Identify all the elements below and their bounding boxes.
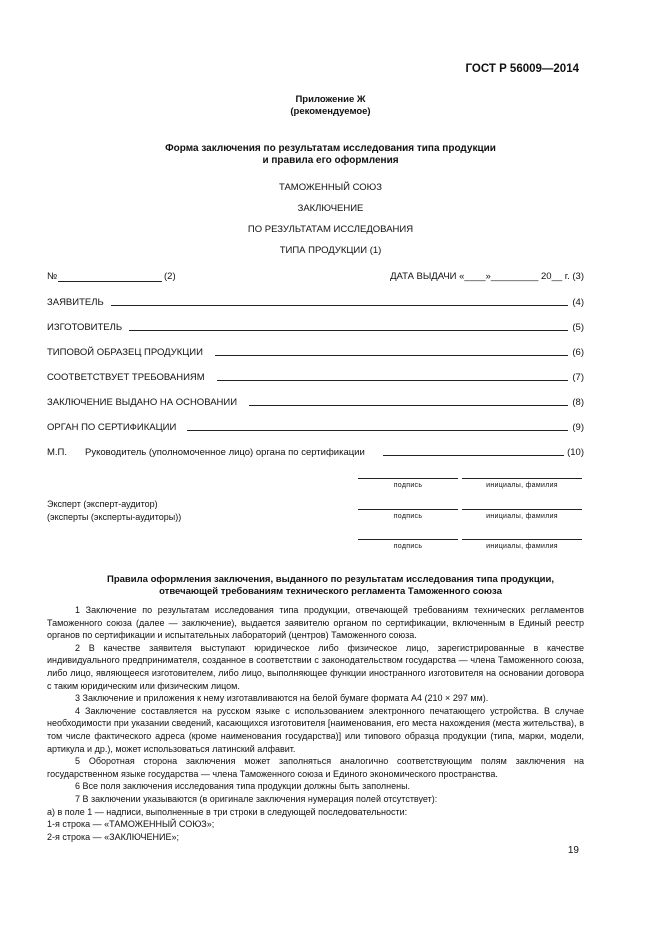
field-label: ТИПОВОЙ ОБРАЗЕЦ ПРОДУКЦИИ — [47, 347, 203, 358]
name-caption: инициалы, фамилия — [486, 482, 558, 489]
rule-paragraph-2: 2 В качестве заявителя выступают юридическое либо физическое лицо, зарегистрированные в качестве индивидуального предпринимателя, созданное в соответствии с законодательством государства — члена Таможенного союза, либо лицо, являющееся изготовителем, либо лицо, выполняющее функции иностранного изготовителя на основании договора с таким юридическим или физическим лицом. — [47, 642, 584, 691]
field-ref: (9) — [572, 422, 584, 433]
name-caption: инициалы, фамилия — [486, 513, 558, 520]
field-ref: (7) — [572, 372, 584, 383]
mp-label: М.П. — [47, 447, 68, 458]
signature-line — [358, 539, 458, 540]
field-line — [249, 405, 568, 406]
rule-paragraph-4: 4 Заключение составляется на русском языке с использованием электронного печатающего устройства. В случае необходимости при указании сведений, касающихся изготовителя [наименования, его места нахождения (места жительства), в том числе фактического адреса (кроме наименования государства)] или типового образца продукции (типа, марки, модели, артикула и др.), может использоваться латинский алфавит. — [47, 705, 584, 754]
field-line — [383, 455, 564, 456]
number-ref: (2) — [164, 271, 176, 282]
field-cert-body — [47, 419, 584, 433]
field-label: СООТВЕТСТВУЕТ ТРЕБОВАНИЯМ — [47, 372, 205, 383]
field-line — [215, 355, 568, 356]
head-ref: (10) — [567, 447, 584, 458]
name-line — [462, 539, 582, 540]
signature-caption: подпись — [393, 543, 423, 550]
form-union: ТАМОЖЕННЫЙ СОЮЗ — [278, 182, 382, 193]
expert-line1: Эксперт (эксперт-аудитор) — [47, 499, 158, 509]
date-label: ДАТА ВЫДАЧИ «____»_________ 20__ г. (3) — [390, 271, 584, 282]
field-line — [129, 330, 568, 331]
field-ref: (8) — [572, 397, 584, 408]
appendix-title: Приложение Ж — [295, 94, 366, 105]
rules-title-line1: Правила оформления заключения, выданного по результатам исследования типа продукции, — [107, 574, 554, 585]
head-label: Руководитель (уполномоченное лицо) органа по сертификации — [85, 447, 365, 458]
rule-paragraph-1: 1 Заключение по результатам исследования типа продукции, отвечающей требованиям технических регламентов Таможенного союза (далее — заключение), выдается заявителю органом по сертификации, включенным в Единый реестр органов по сертификации и испытательных лабораторий (центров) Таможенного союза. — [47, 605, 584, 641]
field-manufacturer — [47, 319, 584, 333]
form-conclusion: ЗАКЛЮЧЕНИЕ — [297, 203, 364, 214]
field-ref: (4) — [572, 297, 584, 308]
page-number: 19 — [567, 845, 579, 856]
field-ref: (6) — [572, 347, 584, 358]
signature-caption: подпись — [393, 482, 423, 489]
field-sample — [47, 344, 584, 358]
field-applicant — [47, 294, 584, 308]
rule-paragraph-3: 3 Заключение и приложения к нему изготавливаются на белой бумаге формата А4 (210 × 297 мм). — [75, 693, 489, 704]
gost-code: ГОСТ Р 56009—2014 — [465, 63, 579, 75]
rule-paragraph-7: 7 В заключении указываются (в оригинале заключения нумерация полей отсутствует): — [75, 793, 438, 804]
rule-list-item-2: 2-я строка — «ЗАКЛЮЧЕНИЕ»; — [47, 831, 180, 842]
rule-list-item-1: 1-я строка — «ТАМОЖЕННЫЙ СОЮЗ»; — [47, 819, 215, 830]
signature-line — [358, 478, 458, 479]
form-by-results: ПО РЕЗУЛЬТАТАМ ИССЛЕДОВАНИЯ — [247, 224, 414, 235]
form-title-line1: Форма заключения по результатам исследования типа продукции — [165, 143, 496, 154]
rule-paragraph-6: 6 Все поля заключения исследования типа продукции должны быть заполнены. — [75, 781, 411, 792]
expert-line2: (эксперты (эксперты-аудиторы)) — [47, 512, 182, 522]
appendix-subtitle: (рекомендуемое) — [290, 106, 371, 117]
number-line — [58, 281, 162, 282]
name-line — [462, 509, 582, 510]
field-label: ОРГАН ПО СЕРТИФИКАЦИИ — [47, 422, 177, 433]
signature-caption: подпись — [393, 513, 423, 520]
field-line — [187, 430, 568, 431]
name-line — [462, 478, 582, 479]
rule-list-item-a: а) в поле 1 — надписи, выполненные в три строки в следующей последовательности: — [47, 806, 408, 817]
rule-paragraph-5: 5 Оборотная сторона заключения может заполняться аналогично соответствующим полям заключения на государственном языке государства — члена Таможенного союза и Единого экономического пространства. — [47, 756, 584, 779]
field-requirements — [47, 369, 584, 383]
field-label: ИЗГОТОВИТЕЛЬ — [47, 322, 123, 333]
field-line — [217, 380, 568, 381]
rules-body — [47, 604, 584, 843]
rules-title-line2: отвечающей требованиям технического регламента Таможенного союза — [159, 586, 502, 597]
field-basis — [47, 394, 584, 408]
form-title-line2: и правила его оформления — [262, 155, 399, 166]
field-label: ЗАЯВИТЕЛЬ — [47, 297, 104, 308]
field-line — [111, 305, 568, 306]
field-ref: (5) — [572, 322, 584, 333]
signature-line — [358, 509, 458, 510]
number-label: № — [47, 271, 58, 282]
field-label: ЗАКЛЮЧЕНИЕ ВЫДАНО НА ОСНОВАНИИ — [47, 397, 238, 408]
field-head — [47, 444, 584, 458]
name-caption: инициалы, фамилия — [486, 543, 558, 550]
form-type: ТИПА ПРОДУКЦИИ (1) — [279, 245, 382, 256]
